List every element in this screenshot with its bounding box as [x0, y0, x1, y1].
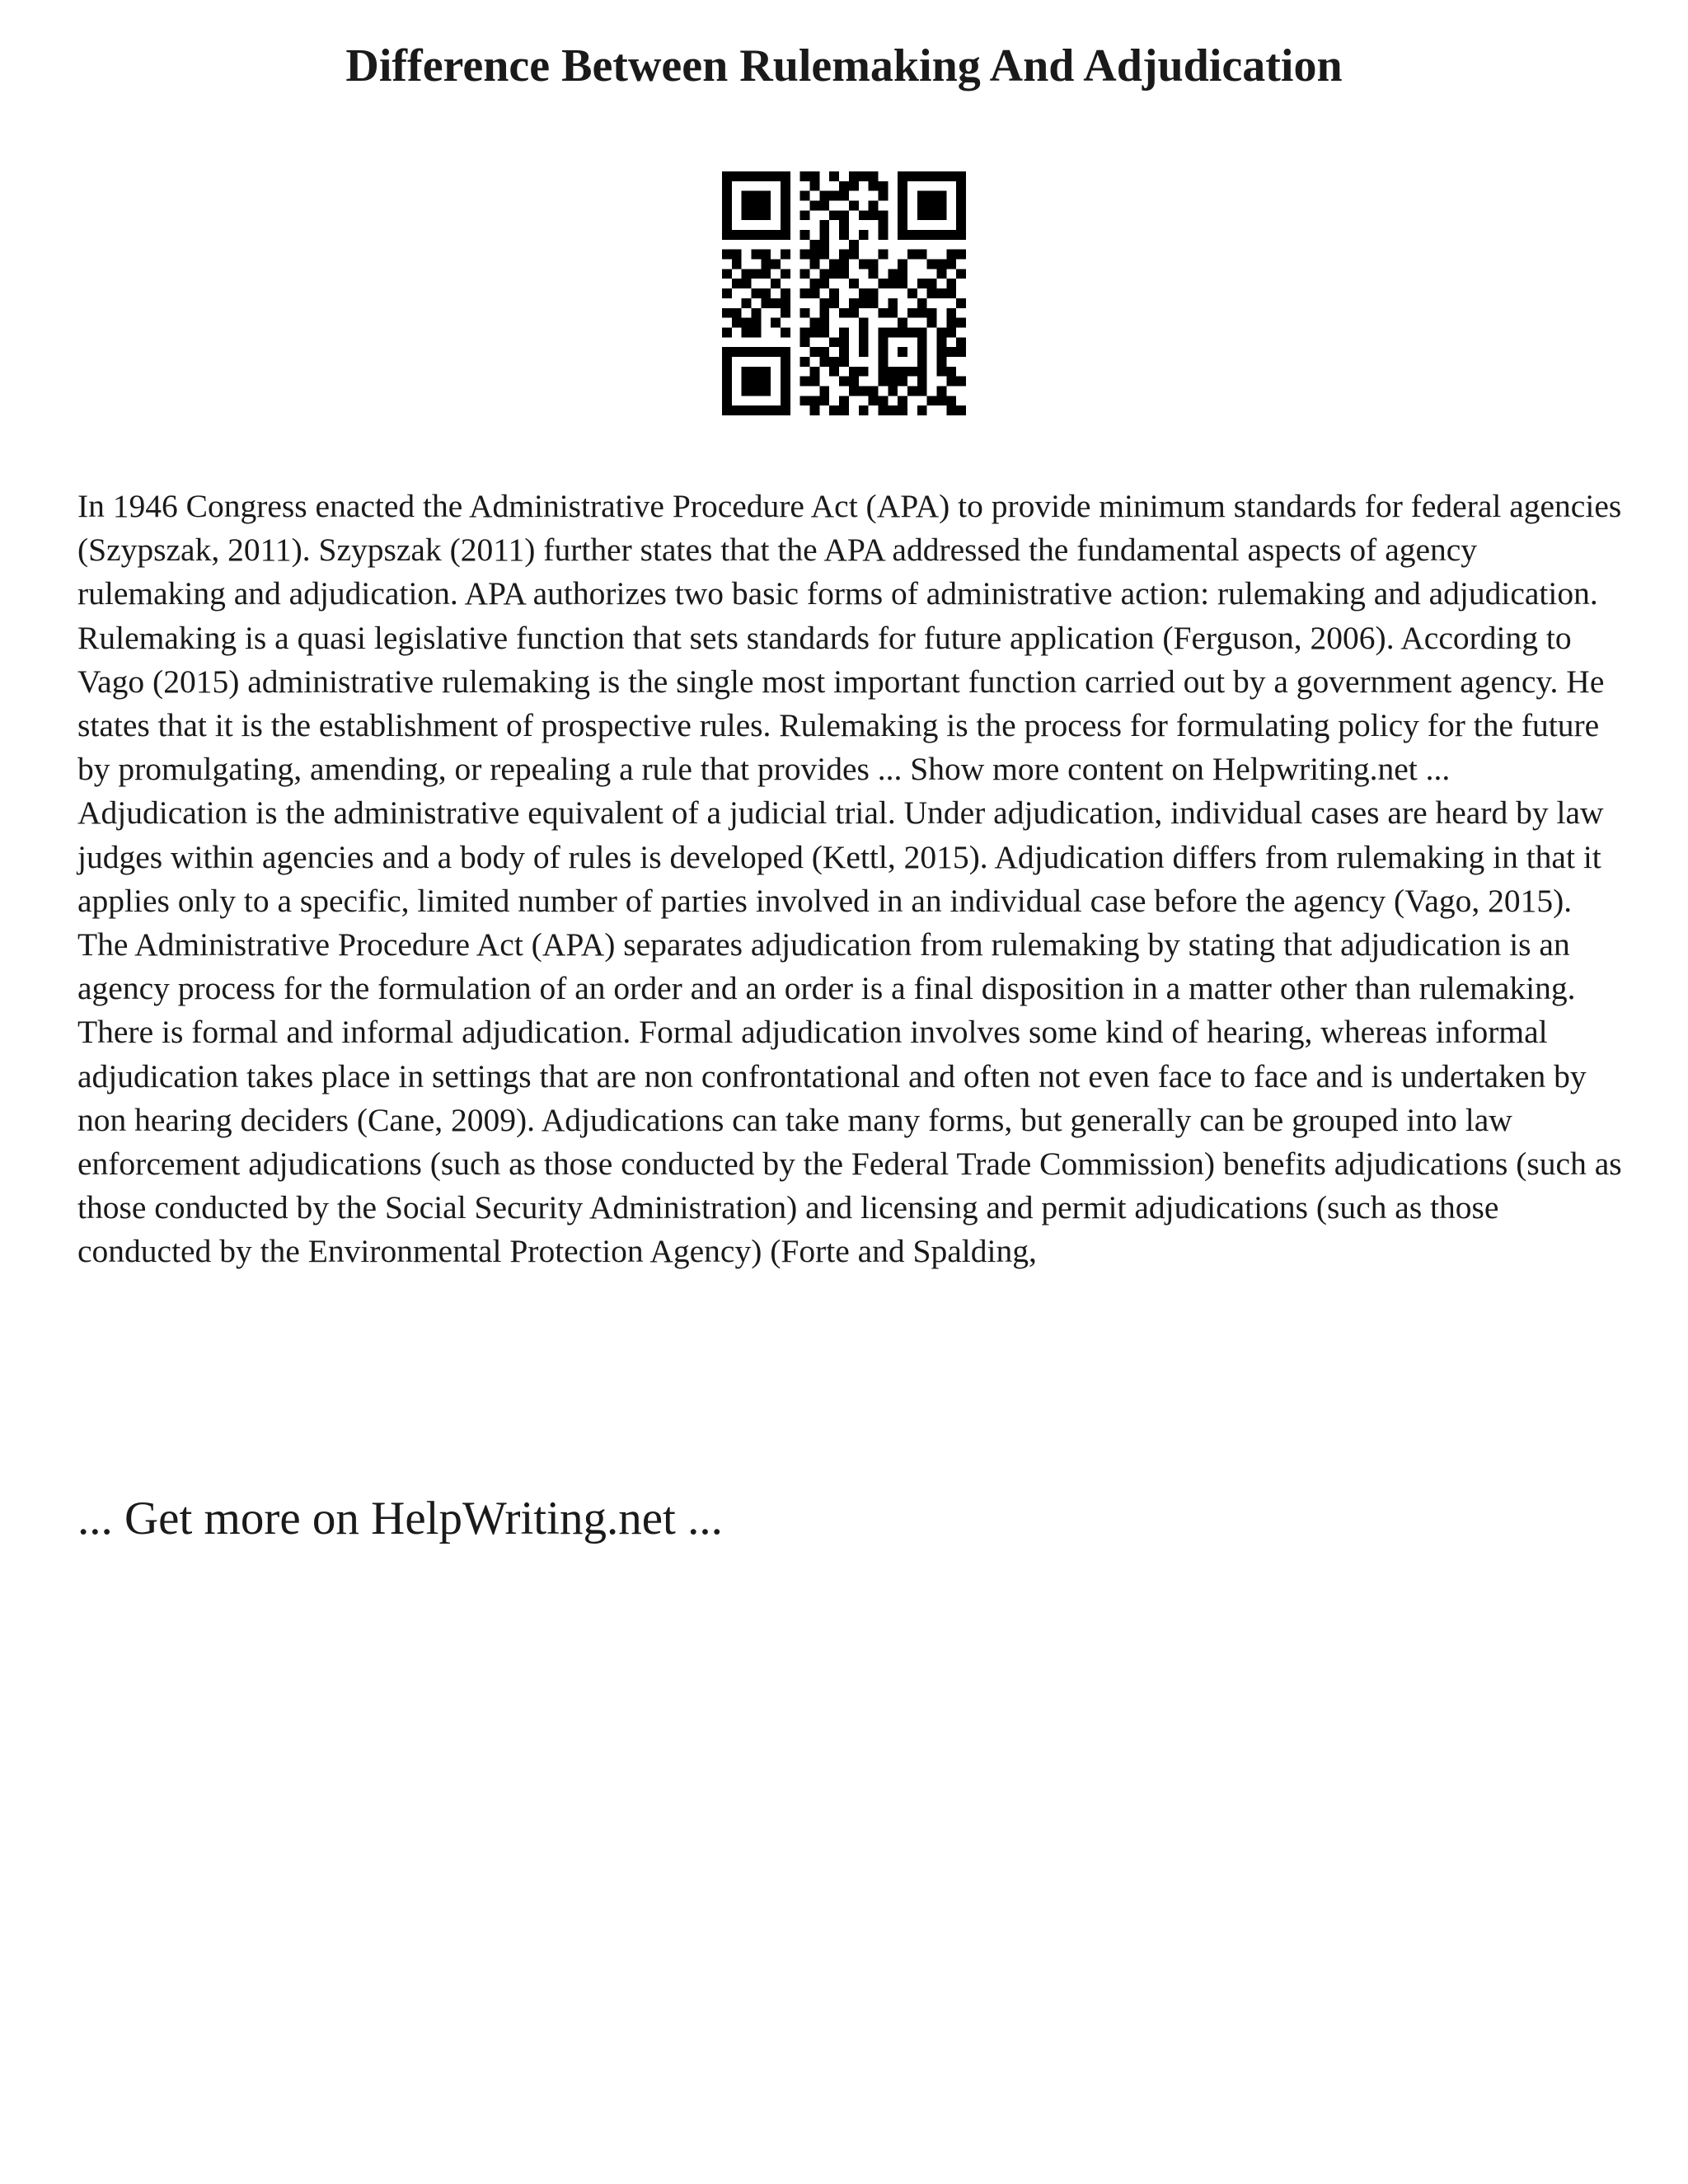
qr-code-icon [722, 171, 966, 415]
paragraph-adjudication: Adjudication is the administrative equivalent of a judicial trial. Under adjudication, individual cases are heard by law judges within agencies and a body of rules is developed (Kettl, 2015). Adjudication differs from rulemaking in that it applies only to a specific, limited number of parties involved in an individual case before the agency (Vago, 2015). The Administrative Procedure Act (APA) separates adjudication from rulemaking by stating that adjudication is an agency process for the formulation of an order and an order is a final disposition in a matter other than rulemaking. There is formal and informal adjudication. Formal adjudication involves some kind of hearing, whereas informal adjudication takes place in settings that are non confrontational and often not even face to face and is undertaken by non hearing deciders (Cane, 2009). Adjudications can take many forms, but generally can be grouped into law enforcement adjudications (such as those conducted by the Federal Trade Commission) benefits adjudications (such as those conducted by the Social Security Administration) and licensing and permit adjudications (such as those conducted by the Environmental Protection Agency) (Forte and Spalding, [77, 794, 1622, 1270]
get-more-link[interactable]: ... Get more on HelpWriting.net ... [77, 1493, 723, 1544]
article-body [77, 485, 1627, 1274]
page-title: Difference Between Rulemaking And Adjudication [345, 40, 1343, 91]
paragraph-rulemaking: In 1946 Congress enacted the Administrative Procedure Act (APA) to provide minimum standards for federal agencies (Szypszak, 2011). Szypszak (2011) further states that the APA addressed the fundamental aspects of agency rulemaking and adjudication. APA authorizes two basic forms of administrative action: rulemaking and adjudication. Rulemaking is a quasi legislative function that sets standards for future application (Ferguson, 2006). According to Vago (2015) administrative rulemaking is the single most important function carried out by a government agency. He states that it is the establishment of prospective rules. Rulemaking is the process for formulating policy for the future by promulgating, amending, or repealing a rule that provides ... Show more content on Helpwriting.net ... [77, 488, 1622, 788]
